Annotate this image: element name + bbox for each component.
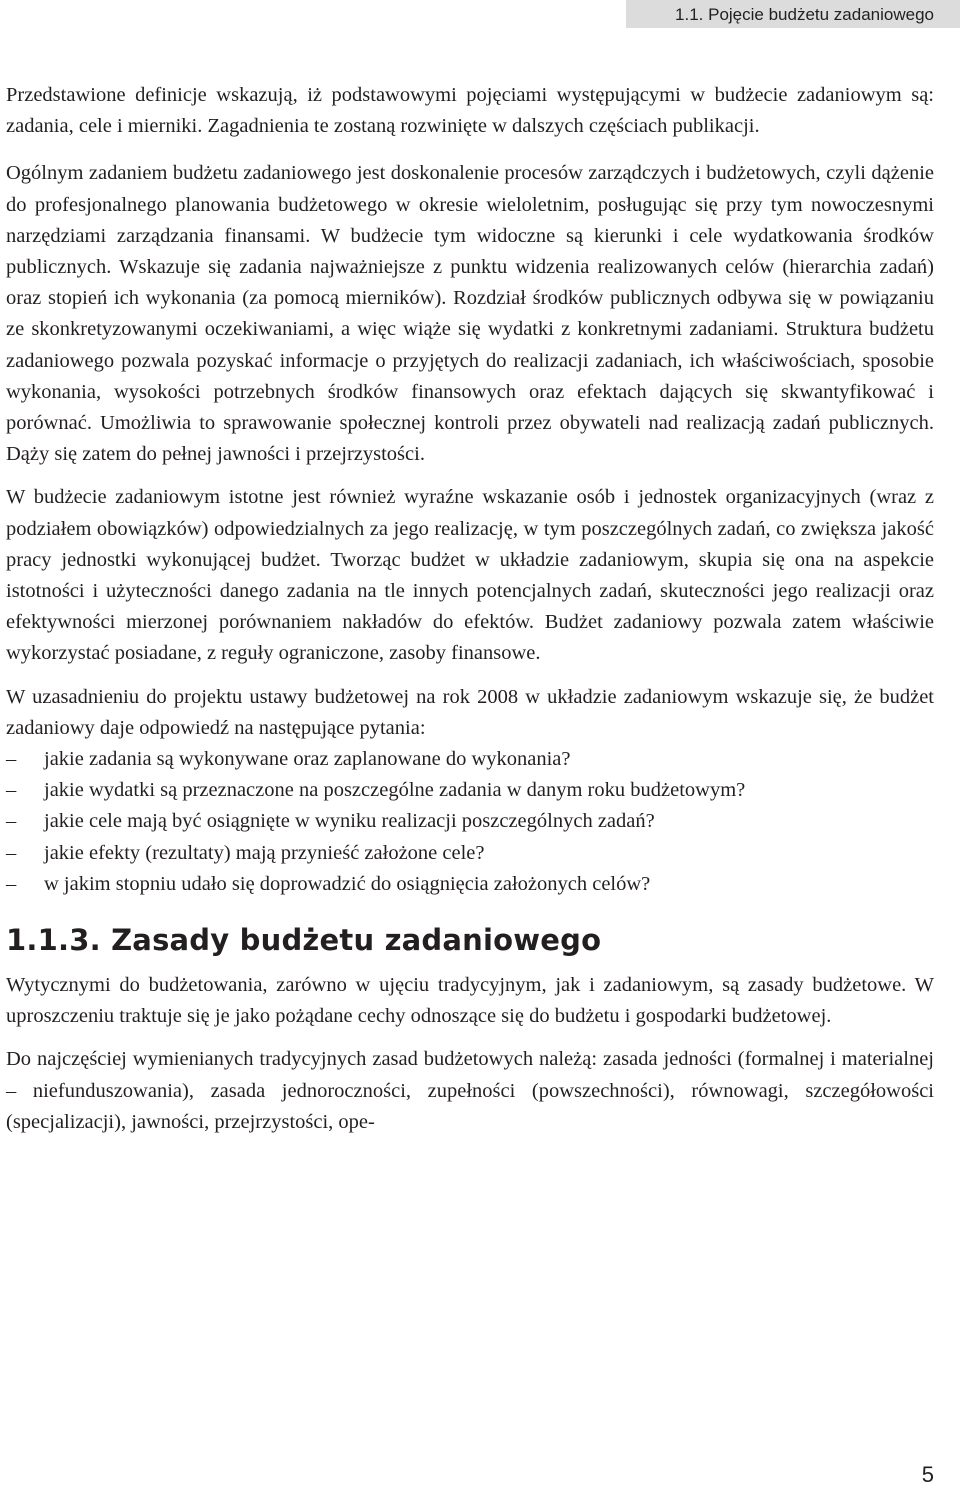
questions-list	[6, 744, 934, 900]
running-header	[626, 0, 960, 28]
page-number: 5	[921, 1462, 934, 1487]
dash-bullet: –	[6, 841, 17, 864]
list-item-text: jakie wydatki są przeznaczone na poszczególne zadania w danym roku budżetowym?	[44, 779, 746, 802]
list-item	[6, 775, 934, 806]
section-heading: 1.1.3. Zasady budżetu zadaniowego	[6, 923, 602, 958]
paragraph: Ogólnym zadaniem budżetu zadaniowego jest doskonalenie procesów zarządczych i budżetowych, czyli dążenie do profesjonalnego planowania budżetowego w okresie wieloletnim, posługując się przy tym nowoczesnymi narzędziami zarządzania finansami. W budżecie tym widoczne są kierunki i cele wydatkowania środków publicznych. Wskazuje się zadania najważniejsze z punktu widzenia realizowanych celów (hierarchia zadań) oraz stopień ich wykonania (za pomocą mierników). Rozdział środków publicznych odbywa się w powiązaniu ze skonkretyzowanymi oczekiwaniami, a więc wiąże się wydatki z konkretnymi zadaniami. Struktura budżetu zadaniowego pozwala pozyskać informacje o przyjętych do realizacji zadaniach, ich właściwościach, sposobie wykonania, wysokości potrzebnych środków finansowych oraz efektach dających się skwantyfikować i porównać. Umożliwia to sprawowanie społecznej kontroli przez obywateli nad realizacją zadań publicznych. Dąży się zatem do pełnej jawności i przejrzystości.	[6, 162, 934, 466]
list-item-text: w jakim stopniu udało się doprowadzić do osiągnięcia założonych celów?	[44, 872, 651, 895]
paragraph: Przedstawione definicje wskazują, iż podstawowymi pojęciami występującymi w budżecie zadaniowym są: zadania, cele i mierniki. Zagadnienia te zostaną rozwinięte w dalszych częściach publikacji.	[6, 84, 934, 138]
list-item-text: jakie efekty (rezultaty) mają przynieść założone cele?	[44, 841, 485, 864]
dash-bullet: –	[6, 872, 17, 895]
paragraph: W uzasadnieniu do projektu ustawy budżetowej na rok 2008 w układzie zadaniowym wskazuje się, że budżet zadaniowy daje odpowiedź na następujące pytania:	[6, 685, 934, 739]
paragraph: W budżecie zadaniowym istotne jest również wyraźne wskazanie osób i jednostek organizacyjnych (wraz z podziałem obowiązków) odpowiedzialnych za jego realizację, w tym poszczególnych zadań, co zwiększa jakość pracy jednostki wykonującej budżet. Tworząc budżet w układzie zadaniowym, skupia się ona na aspekcie istotności i użyteczności danego zadania na tle innych potencjalnych zadań, skuteczności jego realizacji oraz efektywności mierzonej porównaniem nakładów do efektów. Budżet zadaniowy pozwala zatem właściwie wykorzystać posiadane, z reguły ograniczone, zasoby finansowe.	[6, 486, 934, 665]
list-item	[6, 838, 934, 869]
dash-bullet: –	[6, 779, 17, 802]
list-item	[6, 806, 934, 837]
dash-bullet: –	[6, 748, 17, 771]
paragraph: Wytycznymi do budżetowania, zarówno w ujęciu tradycyjnym, jak i zadaniowym, są zasady budżetowe. W uproszczeniu traktuje się je jako pożądane cechy odnoszące się do budżetu i gospodarki budżetowej.	[6, 974, 934, 1028]
dash-bullet: –	[6, 810, 17, 833]
list-item	[6, 744, 934, 775]
list-item	[6, 869, 934, 900]
running-header-title: 1.1. Pojęcie budżetu zadaniowego	[675, 5, 934, 24]
page-body	[6, 80, 934, 1150]
list-item-text: jakie zadania są wykonywane oraz zaplanowane do wykonania?	[44, 748, 571, 771]
list-item-text: jakie cele mają być osiągnięte w wyniku realizacji poszczególnych zadań?	[44, 810, 655, 833]
paragraph: Do najczęściej wymienianych tradycyjnych zasad budżetowych należą: zasada jedności (formalnej i materialnej – niefunduszowania), zasada jednoroczności, zupełności (powszechności), równowagi, szczegółowości (specjalizacji), jawności, przejrzystości, ope-	[6, 1048, 934, 1133]
